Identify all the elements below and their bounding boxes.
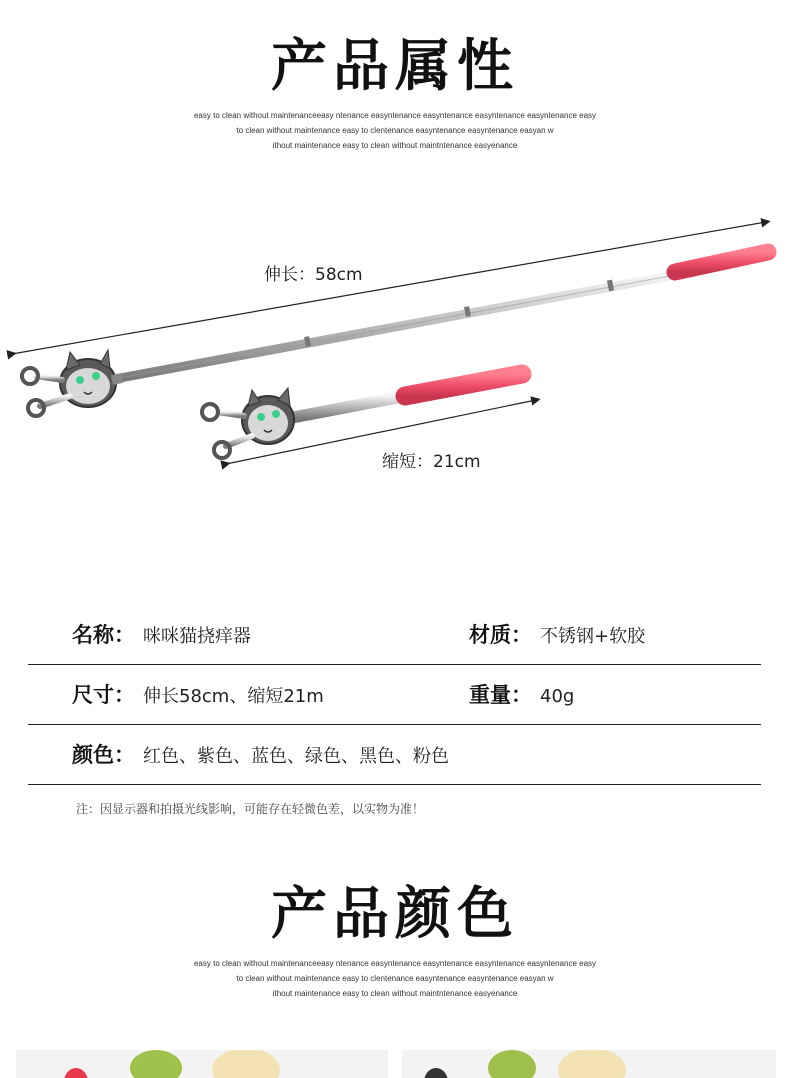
spec-key-color: 颜色：: [72, 743, 135, 767]
color-disclaimer-note: 注：因显示器和拍摄光线影响，可能存在轻微色差，以实物为准！: [76, 802, 425, 816]
caption-line: ithout maintenance easy to clean without maintntenance easyenance: [272, 989, 518, 998]
extended-dimension-line: [12, 222, 766, 354]
retracted-length-label: 缩短：21cm: [382, 452, 481, 472]
extended-scratcher: [22, 252, 768, 416]
section-title-attributes: 产品属性: [271, 34, 519, 99]
spec-value-material: 不锈钢+软胶: [540, 626, 646, 647]
spec-value-size: 伸长58cm、缩短21m: [143, 686, 324, 707]
spec-row-name: [28, 605, 761, 665]
decorative-caption: [0, 108, 790, 153]
color-photo-red: [16, 1050, 388, 1078]
retracted-scratcher: [202, 374, 522, 458]
section-title-colors: 产品颜色: [271, 882, 519, 947]
extended-length-label: 伸长：58cm: [264, 265, 363, 285]
spec-key-weight: 重量：: [469, 683, 532, 707]
decorative-caption-2: [0, 956, 790, 1001]
spec-row-size: [28, 665, 761, 725]
spec-key-size: 尺寸：: [72, 683, 135, 707]
spec-value-weight: 40g: [540, 686, 575, 707]
spec-value-name: 咪咪猫挠痒器: [143, 626, 251, 647]
caption-line: easy to clean without maintenanceeasy ntenance easyntenance easyntenance easyntenance easyntenance easy: [193, 959, 597, 968]
caption-line: to clean without maintenance easy to clentenance easyntenance easyntenance easyan w: [236, 974, 554, 983]
spec-value-color: 红色、紫色、蓝色、绿色、黑色、粉色: [143, 746, 449, 767]
spec-key-material: 材质：: [469, 623, 532, 647]
spec-key-name: 名称：: [72, 623, 135, 647]
product-illustration: [0, 200, 790, 500]
caption-line: easy to clean without maintenanceeasy ntenance easyntenance easyntenance easyntenance easyntenance easy: [193, 111, 597, 120]
color-photo-black: [402, 1050, 776, 1078]
spec-row-color: [28, 725, 761, 785]
caption-line: to clean without maintenance easy to clentenance easyntenance easyntenance easyan w: [236, 126, 554, 135]
caption-line: ithout maintenance easy to clean without maintntenance easyenance: [272, 141, 518, 150]
